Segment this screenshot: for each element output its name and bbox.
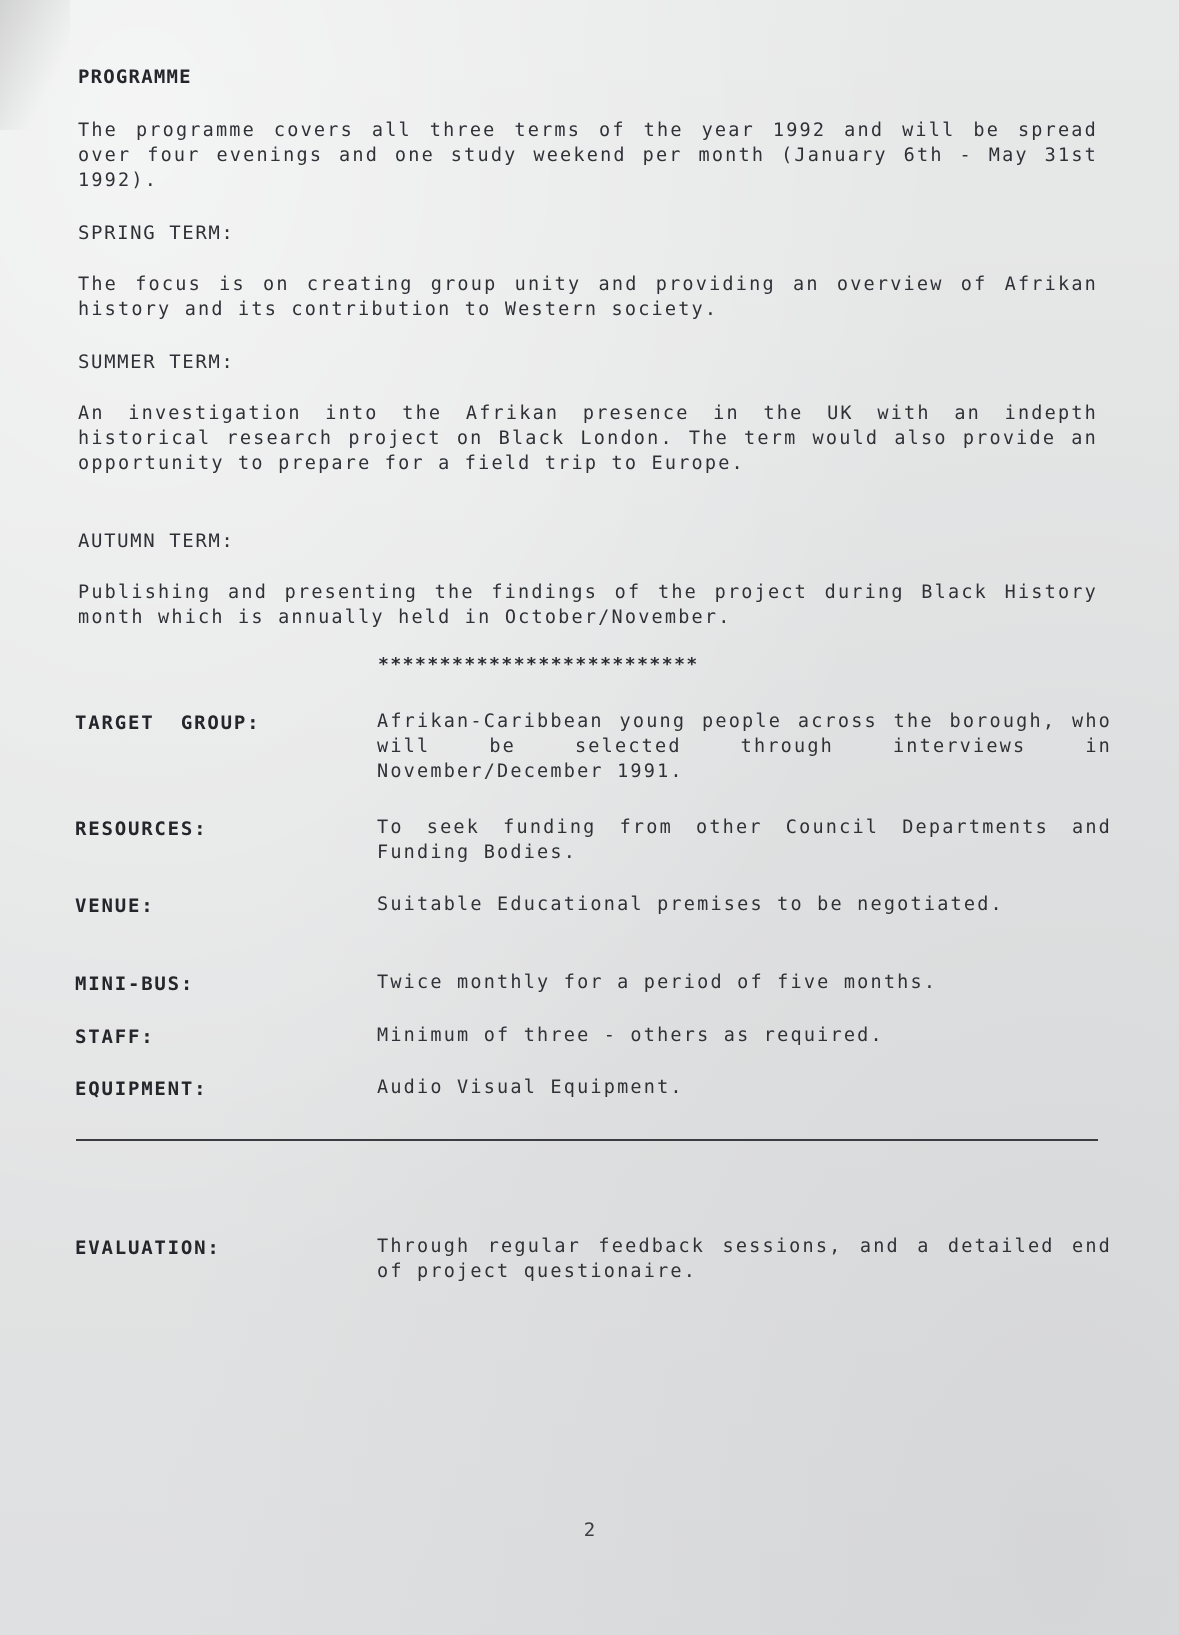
- asterisk-separator: **************************: [378, 654, 699, 675]
- autumn-term-heading: AUTUMN TERM:: [78, 530, 235, 552]
- horizontal-rule: [76, 1139, 1098, 1141]
- detail-value: Afrikan-Caribbean young people across the borough, who will be selected through interviews in November/December 1991.: [377, 711, 1112, 782]
- summer-term-body: [78, 401, 1098, 476]
- detail-value: Minimum of three - others as required.: [377, 1025, 884, 1046]
- summer-term-heading: SUMMER TERM:: [78, 351, 235, 373]
- spring-term-body: [78, 272, 1098, 322]
- detail-label: STAFF:: [75, 1026, 155, 1048]
- programme-heading: PROGRAMME: [78, 66, 192, 88]
- detail-label: MINI-BUS:: [75, 973, 195, 995]
- spring-term-text: The focus is on creating group unity and providing an overview of Afrikan history and its contribution to Western society.: [78, 274, 1098, 320]
- detail-value: Suitable Educational premises to be negotiated.: [377, 894, 1004, 915]
- programme-text: The programme covers all three terms of the year 1992 and will be spread over four evenings and one study weekend per month (January 6th - May 31st 1992).: [78, 120, 1098, 191]
- programme-body: [78, 118, 1098, 193]
- evaluation-value: Through regular feedback sessions, and a detailed end of project questionaire.: [377, 1236, 1112, 1282]
- autumn-term-text: Publishing and presenting the findings of the project during Black History month which is annually held in October/November.: [78, 582, 1098, 628]
- detail-label: VENUE:: [75, 895, 155, 917]
- detail-label: TARGET GROUP:: [75, 712, 261, 734]
- evaluation-label: EVALUATION:: [75, 1237, 221, 1259]
- autumn-term-body: [78, 580, 1098, 630]
- detail-value: Twice monthly for a period of five months.: [377, 972, 938, 993]
- summer-term-text: An investigation into the Afrikan presence in the UK with an indepth historical research project on Black London. The term would also provide an opportunity to prepare for a field trip to Europe.: [78, 403, 1098, 474]
- detail-value: Audio Visual Equipment.: [377, 1077, 684, 1098]
- detail-value: To seek funding from other Council Departments and Funding Bodies.: [377, 817, 1112, 863]
- detail-label: RESOURCES:: [75, 818, 208, 840]
- paper-fold-shadow: [0, 0, 70, 130]
- page-number: 2: [583, 1519, 596, 1541]
- spring-term-heading: SPRING TERM:: [78, 222, 235, 244]
- detail-label: EQUIPMENT:: [75, 1078, 208, 1100]
